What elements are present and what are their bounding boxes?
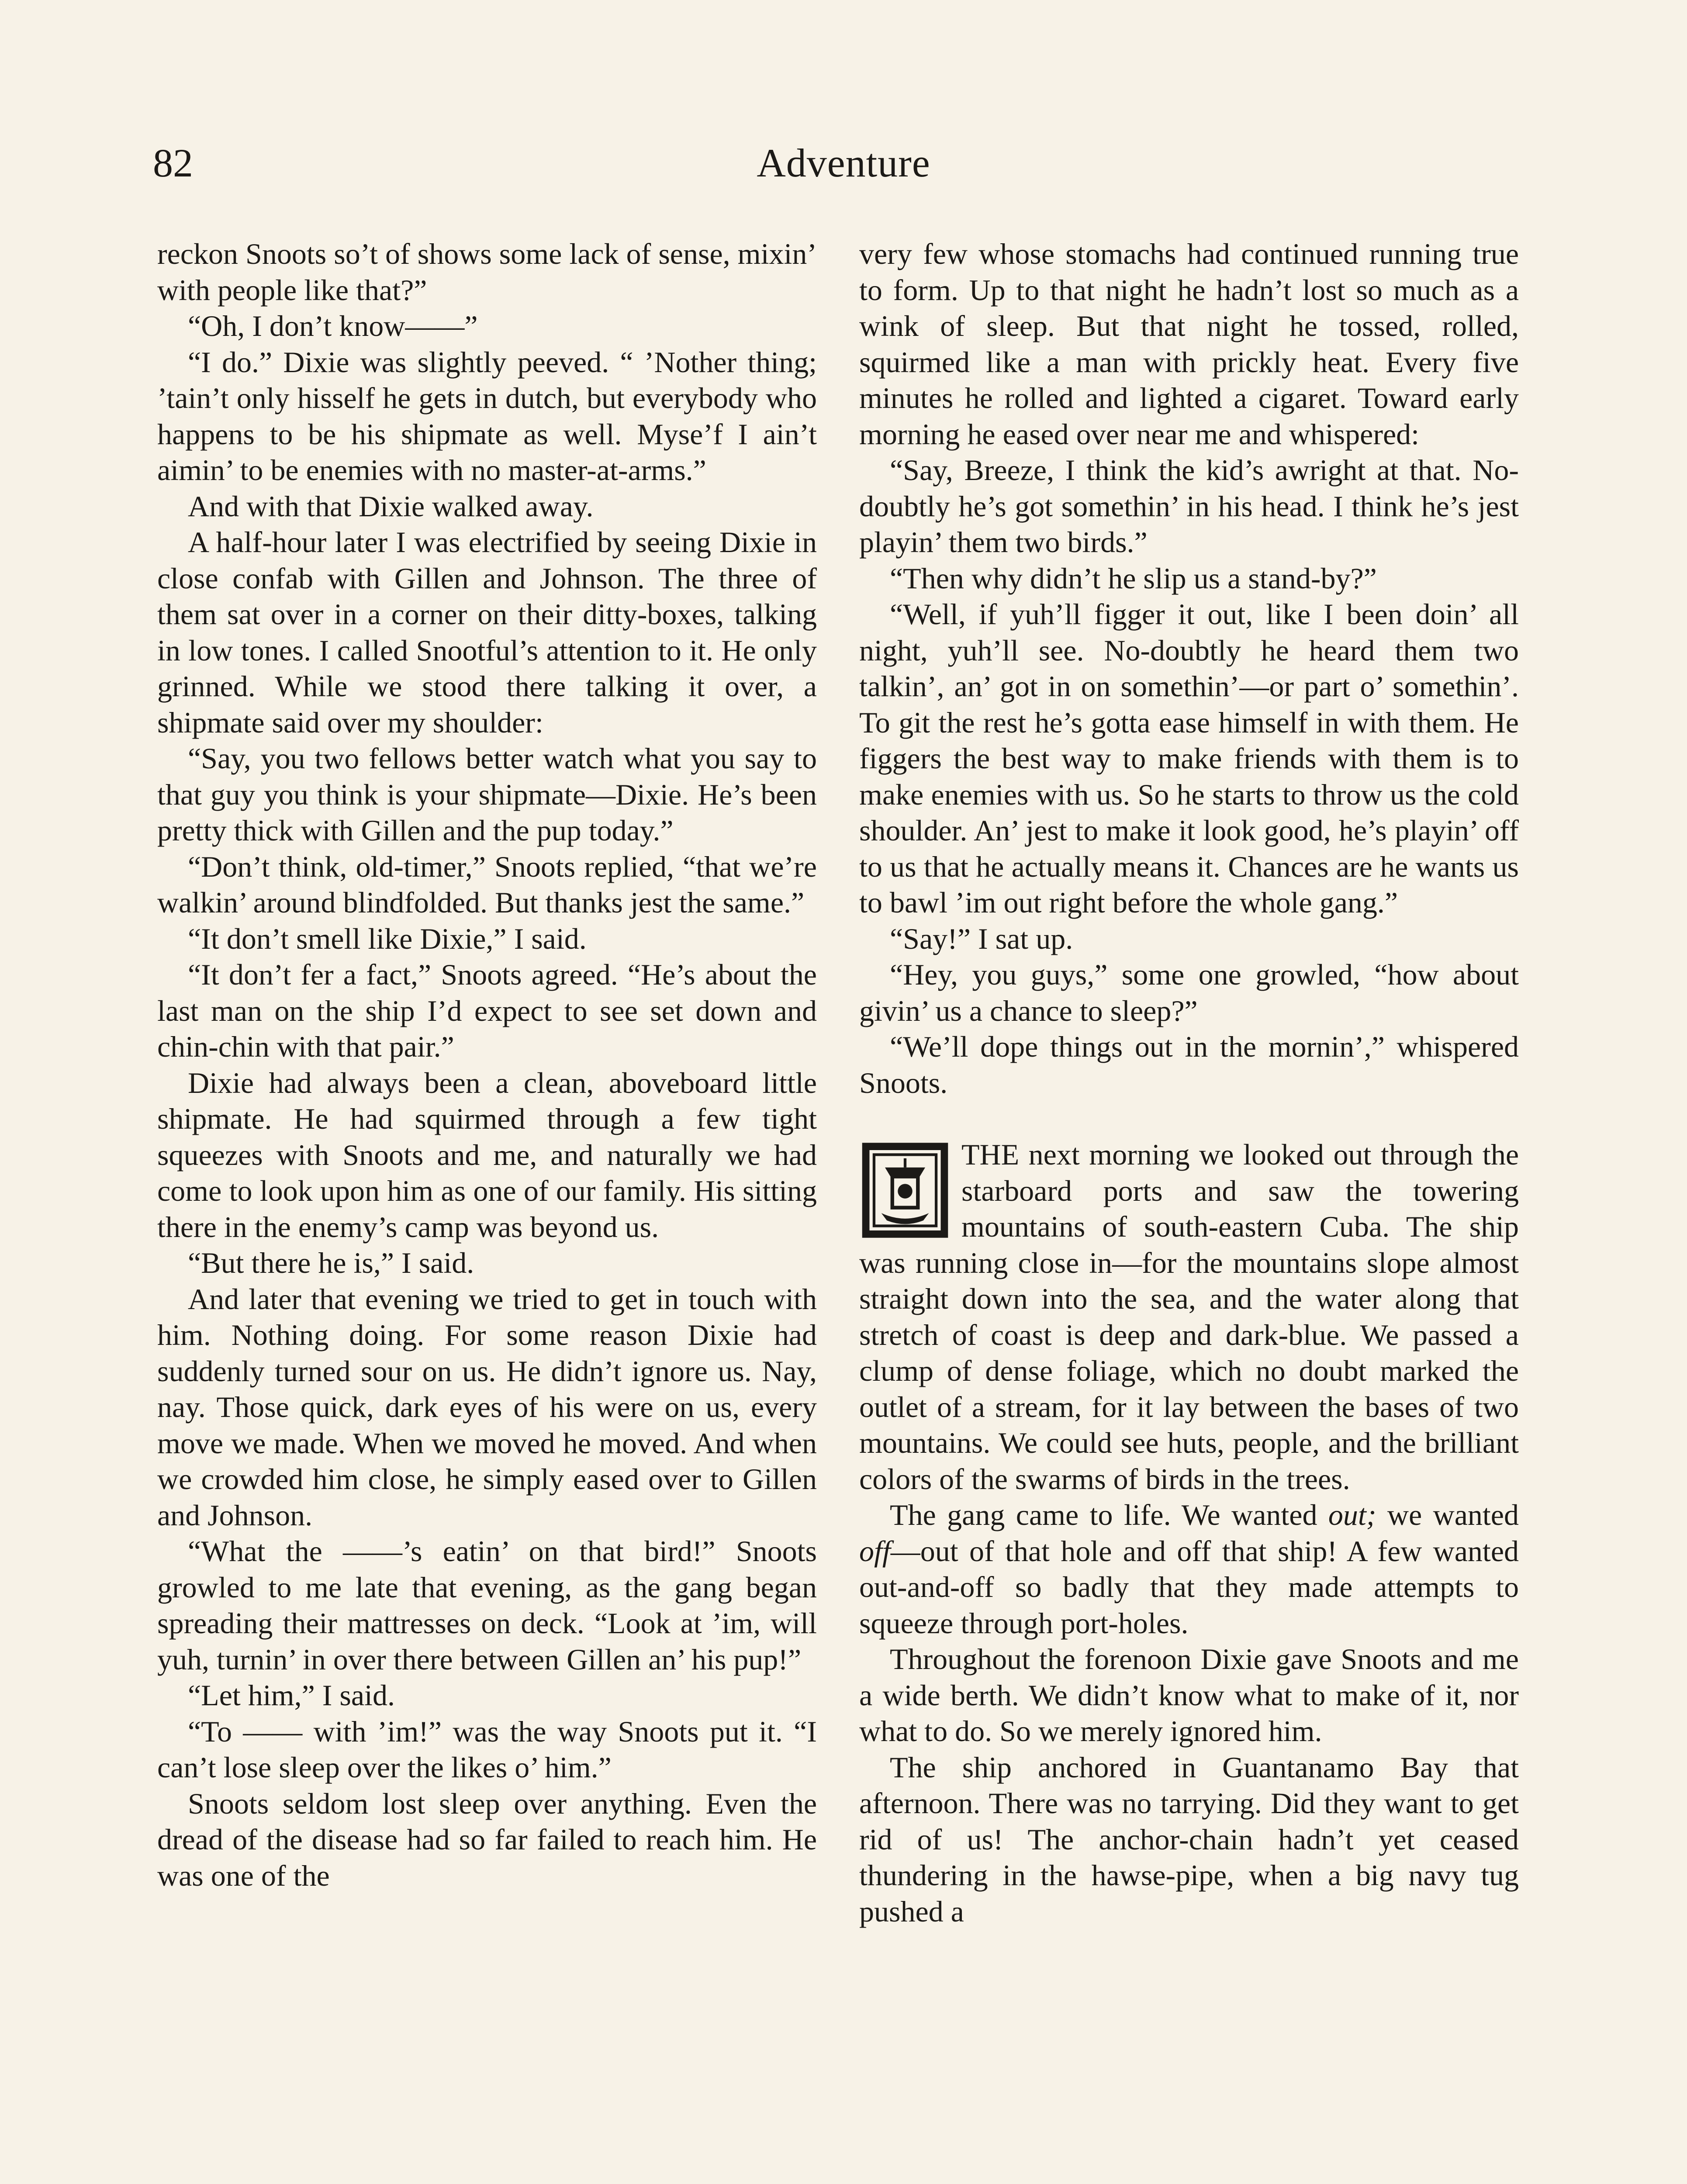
left-column	[157, 236, 817, 1894]
paragraph: Snoots seldom lost sleep over anything. Even the dread of the disease had so far failed to reach him. He was one of the	[157, 1787, 817, 1892]
italic-text: out;	[1328, 1498, 1376, 1531]
paragraph: “But there he is,” I said.	[188, 1246, 474, 1279]
paragraph: A half-hour later I was electrified by seeing Dixie in close confab with Gillen and Johnson. The three of them sat over in a corner on their ditty-boxes, talking in low tones. I called Snootful’s attention to it. He only grinned. While we stood there talking it over, a shipmate said over my shoulder:	[157, 525, 817, 739]
right-column	[859, 236, 1519, 1929]
paragraph: “Hey, you guys,” some one growled, “how about givin’ us a chance to sleep?”	[859, 958, 1519, 1027]
section-lead-paragraph	[859, 1137, 1519, 1497]
paragraph: “It don’t smell like Dixie,” I said.	[188, 922, 587, 955]
paragraph: And later that evening we tried to get in touch with him. Nothing doing. For some reason Dixie had suddenly turned sour on us. He didn’t ignore us. Nay, nay. Those quick, dark eyes of his were on us, every move we made. When we moved he moved. And when we crowded him close, he simply eased over to Gillen and Johnson.	[157, 1282, 817, 1532]
section-break	[859, 1101, 1519, 1137]
text-run: The gang came to life. We wanted	[890, 1498, 1328, 1531]
paragraph: reckon Snoots so’t of shows some lack of sense, mixin’ with people like that?”	[157, 237, 817, 307]
paragraph: “I do.” Dixie was slightly peeved. “ ’Nother thing; ’tain’t only hisself he gets in dutch, but everybody who happens to be his shipmate as well. Myse’f I ain’t aimin’ to be enemies with no master-at-arms.”	[157, 345, 817, 487]
paragraph: The ship anchored in Guantanamo Bay that afternoon. There was no tarrying. Did they want to get rid of us! The anchor-chain hadn’t yet ceased thundering in the hawse-pipe, when a big navy tug pushed a	[859, 1750, 1519, 1928]
ornamental-initial-ship-icon	[859, 1140, 951, 1241]
paragraph: “It don’t fer a fact,” Snoots agreed. “He’s about the last man on the ship I’d expect to see set down and chin-chin with that pair.”	[157, 958, 817, 1063]
paragraph: “We’ll dope things out in the mornin’,” whispered Snoots.	[859, 1030, 1519, 1099]
lead-text: next morning we looked out through the starboard ports and saw the towering mountains of south-eastern Cuba. The ship was running close in—for the mountains slope almost straight down into the sea, and the water along that stretch of coast is deep and dark-blue. We passed a clump of dense foliage, which no doubt marked the outlet of a stream, for it lay between the bases of two mountains. We could see huts, people, and the brilliant colors of the swarms of birds in the trees.	[859, 1138, 1519, 1496]
text-run: —out of that hole and off that ship! A few wanted out-and-off so badly that they made attempts to squeeze through port-holes.	[859, 1534, 1519, 1640]
paragraph: “Well, if yuh’ll figger it out, like I been doin’ all night, yuh’ll see. No-doubtly he heard them two talkin’, an’ got in on somethin’—or part o’ somethin’. To git the rest he’s gotta ease himself in with them. He figgers the best way to make friends with them is to make enemies with us. So he starts to throw us the cold shoulder. An’ jest to make it look good, he’s playin’ off to us that he actually means it. Chances are he wants us to bawl ’im out right before the whole gang.”	[859, 598, 1519, 919]
page-number: 82	[153, 141, 193, 185]
lead-word: THE	[961, 1138, 1020, 1171]
paragraph: And with that Dixie walked away.	[188, 489, 594, 523]
paragraph: “Say!” I sat up.	[890, 922, 1073, 955]
paragraph: very few whose stomachs had continued running true to form. Up to that night he hadn’t lost so much as a wink of sleep. But that night he tossed, rolled, squirmed like a man with prickly heat. Every five minutes he rolled and lighted a cigaret. Toward early morning he eased over near me and whispered:	[859, 237, 1519, 451]
page-header	[153, 139, 1534, 196]
running-title: Adventure	[757, 141, 930, 185]
paragraph: “Don’t think, old-timer,” Snoots replied, “that we’re walkin’ around blindfolded. But thanks jest the same.”	[157, 850, 817, 919]
paragraph: Throughout the forenoon Dixie gave Snoots and me a wide berth. We didn’t know what to make of it, nor what to do. So we merely ignored him.	[859, 1642, 1519, 1748]
paragraph: Dixie had always been a clean, aboveboard little shipmate. He had squirmed through a few tight squeezes with Snoots and me, and naturally we had come to look upon him as one of our family. His sitting there in the enemy’s camp was beyond us.	[157, 1066, 817, 1244]
paragraph: “Say, you two fellows better watch what you say to that guy you think is your shipmate—Dixie. He’s been pretty thick with Gillen and the pup today.”	[157, 742, 817, 847]
paragraph: “What the ——’s eatin’ on that bird!” Snoots growled to me late that evening, as the gang began spreading their mattresses on deck. “Look at ’im, will yuh, turnin’ in over there between Gillen an’ his pup!”	[157, 1534, 817, 1676]
paragraph: “Then why didn’t he slip us a stand-by?”	[890, 561, 1377, 595]
paragraph: “Let him,” I said.	[188, 1679, 395, 1712]
italic-text: off	[859, 1534, 891, 1568]
paragraph: “Say, Breeze, I think the kid’s awright at that. No-doubtly he’s got somethin’ in his head. I think he’s jest playin’ them two birds.”	[859, 453, 1519, 559]
paragraph: “Oh, I don’t know——”	[188, 309, 478, 342]
paragraph	[859, 1497, 1519, 1641]
paragraph: “To —— with ’im!” was the way Snoots put it. “I can’t lose sleep over the likes o’ him.”	[157, 1714, 817, 1784]
text-run: we wanted	[1376, 1498, 1519, 1531]
